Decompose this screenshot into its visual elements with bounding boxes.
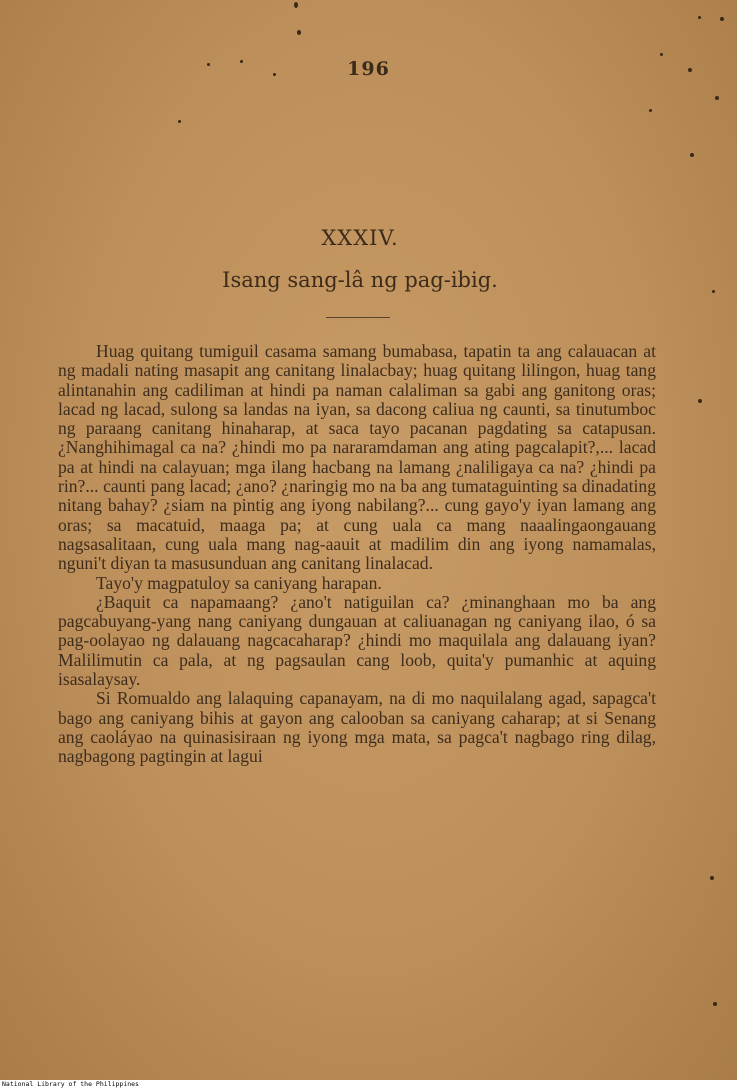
ink-speck bbox=[698, 16, 701, 19]
ink-speck bbox=[698, 399, 702, 403]
ink-speck bbox=[649, 109, 652, 112]
footer-credit: National Library of the Philippines bbox=[2, 1080, 139, 1088]
ink-speck bbox=[710, 876, 714, 880]
chapter-title: Isang sang-lâ ng pag-ibig. bbox=[222, 268, 498, 292]
ink-speck bbox=[660, 53, 663, 56]
chapter-body bbox=[58, 342, 656, 767]
paragraph: ¿Baquit ca napamaang? ¿ano't natiguilan ca? ¿minanghaan mo ba ang pagcabuyang-yang nang caniyang dungauan at caliuanagan ng caniyang ilao, ó sa pag-oolayao ng dalauang nagcacaharap? ¿hindi mo maquilala ang dalauang iyan? Malilimutin ca pala, at ng pagsaulan cang loob, quita'y pumanhic at aquing isasalaysay. bbox=[58, 591, 656, 690]
title-divider bbox=[326, 317, 390, 318]
ink-speck bbox=[720, 17, 724, 21]
ink-speck bbox=[713, 1002, 717, 1006]
paragraph: Huag quitang tumiguil casama samang bumabasa, tapatin ta ang calauacan at ng madali nating masapit ang canitang linalacbay; huag quitang lilingon, huag tang alintanahin ang cadiliman at hindi pa naman calaliman sa gabi ang ganitong oras; lacad ng lacad, sulong sa landas na iyan, sa dacong caliua ng caunti, sa tinutumboc ng paraang canitang hinaharap, at saca tayo pacanan pagdating sa catapusan. ¿Nanghihimagal ca na? ¿hindi mo pa nararamdaman ang ating pagcalapit?,... lacad pa at hindi na calayuan; mga ilang hacbang na lamang ¿naliligaya ca na? ¿hindi pa rin?... caunti pang lacad; ¿ano? ¿naringig mo na ba ang tumataguinting sa dinadating nitang bahay? ¿siam na pintig ang iyong nabilang?... cung gayo'y iyan lamang ang oras; sa macatuid, maaga pa; at cung uala ca mang naaalingaongauang nagsasalitaan, cung uala mang nag-aauit at madilim din ang iyong namamalas, nguni't diyan ta masusunduan ang canitang linalacad. bbox=[58, 341, 656, 574]
ink-speck bbox=[178, 120, 181, 123]
ink-speck bbox=[294, 2, 298, 8]
ink-speck bbox=[690, 153, 694, 157]
paragraph: Tayo'y magpatuloy sa caniyang harapan. bbox=[96, 572, 382, 593]
ink-speck bbox=[715, 96, 719, 100]
paragraph: Si Romualdo ang lalaquing capanayam, na di mo naquilalang agad, sapagca't bago ang caniyang bihis at gayon ang calooban sa caniyang caharap; at si Senang ang caoláyao na quinasisiraan ng iyong mga mata, sa pagca't nagbago ring dilag, nagbagong pagtingin at lagui bbox=[58, 688, 656, 767]
page-number: 196 bbox=[347, 58, 390, 80]
chapter-number: XXXIV. bbox=[321, 226, 399, 250]
ink-speck bbox=[297, 30, 301, 35]
